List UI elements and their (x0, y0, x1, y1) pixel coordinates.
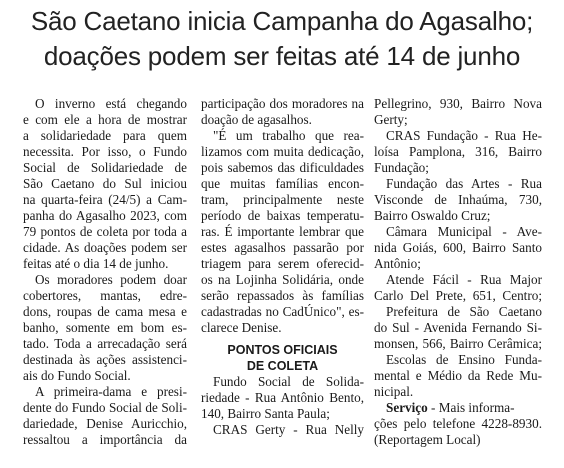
article-column-3 (374, 96, 542, 448)
headline (0, 4, 564, 74)
text-line: panha do Agasalho 2023, com (23, 208, 187, 223)
text-line: serão repassados às famílias (201, 288, 364, 303)
text-line: Social de Solidariedade de (23, 160, 187, 175)
text-line: CRAS Gerty - Rua Nelly (213, 422, 364, 437)
text-line: estes agasalhos passarão por (201, 240, 364, 255)
text-line: Atende Fácil - Rua Major (386, 272, 542, 287)
text-line: cobertores, mantas, edre- (23, 288, 187, 303)
headline-line-2: doações podem ser feitas até 14 de junho (43, 41, 521, 71)
text-line: cadastradas no CadÚnico", es- (201, 304, 364, 319)
text-line: mental e Médio da Rede Mu- (374, 368, 542, 383)
byline: (Reportagem Local) (374, 432, 481, 447)
text-line: Visconde de Inhaúma, 730, (374, 192, 542, 207)
text-line: Gerty; (374, 112, 408, 127)
text-line: loísa Pamplona, 316, Bairro (374, 144, 542, 159)
text-line: que muitas famílias encon- (201, 176, 364, 191)
text-line: 79 pontos de coleta por toda a (23, 224, 187, 239)
text-line: período de baixas temperatu- (201, 208, 364, 223)
text-line: pois sabemos das dificuldades (201, 160, 364, 175)
text-line: lizamos com muita dedicação, (201, 144, 364, 159)
text-line: necessita. Por isso, o Fundo (23, 144, 187, 159)
text-line: destinada às ações assistenci- (23, 352, 187, 367)
headline-line-1: São Caetano inicia Campanha do Agasalho; (30, 6, 534, 36)
text-line: Antônio; (374, 256, 421, 271)
text-line: a solidariedade para quem (23, 128, 187, 143)
text-line: tram, principalmente neste (201, 192, 364, 207)
article-column-2 (201, 96, 364, 438)
text-line: triagem para serem oferecid- (201, 256, 364, 271)
text-line: São Caetano do Sul iniciou (23, 176, 187, 191)
text-line: banho, somente em bom es- (23, 320, 187, 335)
text-line: dariedade, Denise Auricchio, (23, 416, 187, 431)
text-line: clarece Denise. (201, 320, 282, 335)
text-line: dons, roupas de cama mesa e (23, 304, 187, 319)
text-line: Fundo Social de Solida- (213, 374, 364, 389)
text-line: cidade. As doações podem ser (23, 240, 187, 255)
text-line: Escolas de Ensino Funda- (386, 352, 542, 367)
article-column-1 (23, 96, 187, 448)
text-line: Carlo Del Prete, 651, Centro; (374, 288, 542, 303)
text-line: Prefeitura de São Caetano (386, 304, 542, 319)
text-line: CRAS Fundação - Rua He- (386, 128, 542, 143)
text-line: e com ele a hora de mostrar (23, 112, 187, 127)
text-line: ressaltou a importância da (23, 432, 187, 447)
text-line: Câmara Municipal - Ave- (386, 224, 542, 239)
service-label: Serviço (386, 400, 428, 415)
text-line: ais do Fundo Social. (23, 368, 131, 383)
text-line: ras. É importante lembrar que (201, 224, 364, 239)
text-line: Bairro Oswaldo Cruz; (374, 208, 491, 223)
service-line (374, 400, 542, 416)
text-line: A primeira-dama e presi- (35, 384, 187, 399)
text-line: monsen, 566, Bairro Cerâmica; (374, 336, 542, 351)
text-line: dente do Fundo Social de Soli- (23, 400, 187, 415)
text-line: ções pelo telefone 4228-8930. (374, 416, 542, 431)
text-line: feitas até o dia 14 de junho. (23, 256, 169, 271)
text-line: riedade - Rua Antônio Bento, (201, 390, 364, 405)
text-line: "É um trabalho que rea- (213, 128, 364, 143)
text-line: Fundação das Artes - Rua (386, 176, 542, 191)
text-line: O inverno está chegando (35, 96, 187, 111)
text-line: nida Goiás, 600, Bairro Santo (374, 240, 542, 255)
text-line: os na Lojinha Solidária, onde (201, 272, 364, 287)
text-line: Pellegrino, 930, Bairro Nova (374, 96, 542, 111)
text-line: nicipal. (374, 384, 414, 399)
text-line: doação de agasalhos. (201, 112, 312, 127)
text-line: Fundação; (374, 160, 429, 175)
text-line: do Sul - Avenida Fernando Si- (374, 320, 542, 335)
text-line: 140, Bairro Santa Paula; (201, 406, 330, 421)
text-line: participação dos moradores na (201, 96, 364, 111)
service-text: - Mais informa- (427, 400, 515, 415)
text-line: na quarta-feira (24/5) a Cam- (23, 192, 187, 207)
text-line: tado. Toda a arrecadação será (23, 336, 187, 351)
text-line: Os moradores podem doar (35, 272, 187, 287)
section-heading: DE COLETA (246, 359, 319, 373)
section-heading: PONTOS OFICIAIS (227, 343, 338, 357)
